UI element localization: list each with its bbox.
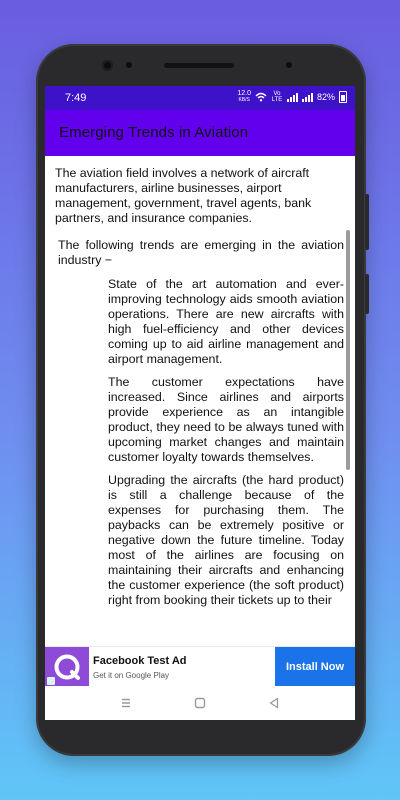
earpiece-speaker [164,63,234,68]
home-button[interactable] [188,694,212,712]
status-bar [45,86,355,110]
signal-icon [287,93,298,102]
back-icon [268,697,280,709]
volte-label: Vo LTE [271,91,283,103]
adchoices-icon[interactable] [47,677,55,685]
battery-icon [339,91,347,103]
list-item: The customer expectations have increased. Since airlines and airports provide experience as an intangible product, they need to be always tuned with upcoming market changes and maintain customer loyalty towards themselves. [108,375,344,464]
lead-paragraph: The following trends are emerging in the aviation industry − [58,238,344,267]
recent-apps-icon [120,697,132,709]
battery-percent: 82% [316,92,335,102]
intro-paragraph: The aviation field involves a network of aircraft manufacturers, airline businesses, airport management, government, travel agents, bank partners, and insurance companies. [55,166,312,225]
volume-button [365,194,369,250]
system-nav-bar [45,686,355,720]
scrollbar[interactable] [346,230,350,470]
status-icons [237,91,347,103]
sensor-icon [286,62,292,68]
signal-icon [302,93,313,102]
power-button [365,274,369,314]
back-button[interactable] [262,694,286,712]
ad-title: Facebook Test Ad [93,655,187,667]
trend-list [108,277,344,616]
install-now-button[interactable]: Install Now [275,647,355,687]
article-content[interactable] [45,156,355,646]
list-item: State of the art automation and ever-improving technology aids smooth aviation operations. There are new aircrafts with high fuel-efficiency and other devices coming up to aid airline management and airport management. [108,277,344,366]
sensor-icon [126,62,132,68]
network-speed: 12.0 KB/S [237,90,251,103]
ad-banner[interactable] [45,646,355,687]
phone-screen [45,86,355,720]
home-icon [194,697,206,709]
recent-apps-button[interactable] [114,694,138,712]
page-title: Emerging Trends in Aviation [59,124,249,141]
list-item: Upgrading the aircrafts (the hard product) is still a challenge because of the expenses for purchasing them. The paybacks can be extremely positive or negative down the future timeline. Today most of the airlines are focusing on maintaining their aircrafts and enhancing the customer experience (the soft product) right from booking their tickets up to their [108,473,344,607]
wifi-icon [255,92,267,102]
status-time: 7:49 [65,92,87,104]
ad-subtitle: Get it on Google Play [93,671,170,680]
app-bar [45,110,355,156]
ad-logo [45,647,89,687]
front-camera-icon [102,60,113,71]
